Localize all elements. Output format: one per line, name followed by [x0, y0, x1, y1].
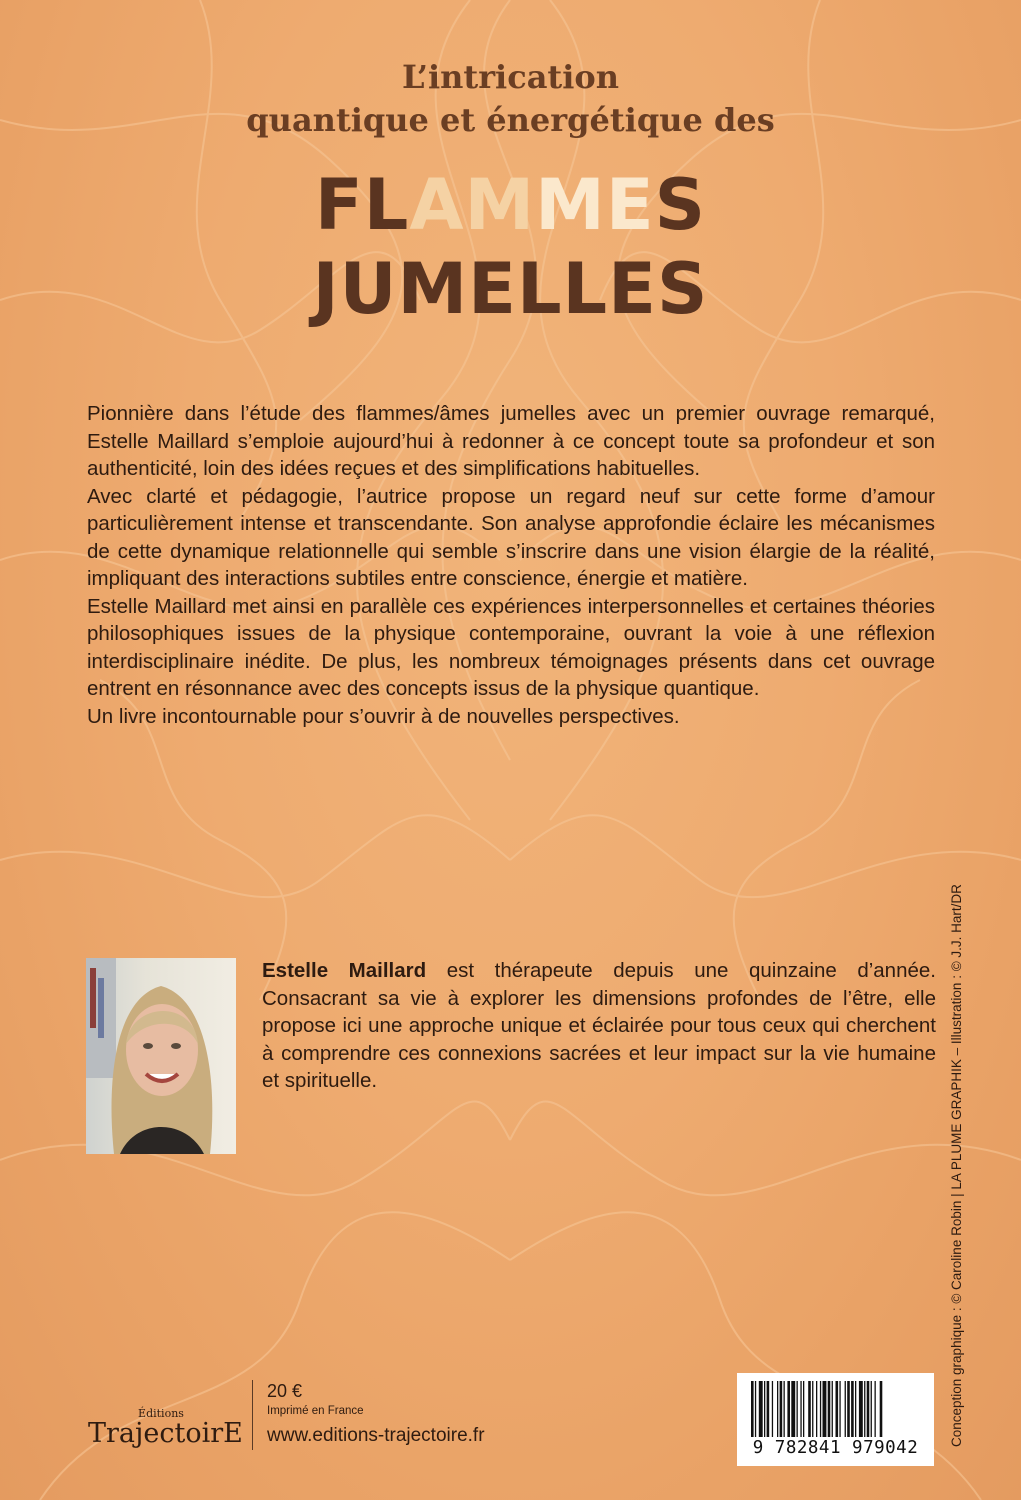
title-word-flammes-part4: S: [654, 164, 707, 246]
description-paragraph-1: Pionnière dans l’étude des flammes/âmes jumelles avec un premier ouvrage remarqué, Estelle Maillard s’emploie aujourd’hui à redonner à ce concept toute sa profondeur et son authenticité, loin des idées reçues et des simplifications habituelles.: [87, 402, 935, 480]
barcode-bar: [803, 1381, 804, 1437]
isbn-number: 9 782841 979042: [752, 1438, 919, 1458]
barcode-bar: [759, 1381, 763, 1437]
price: 20 €: [267, 1381, 303, 1401]
publisher-logo-small: Éditions: [138, 1407, 184, 1420]
author-name: Estelle Maillard: [262, 959, 427, 982]
barcode-bar: [808, 1381, 811, 1437]
description-paragraph-4: Un livre incontournable pour s’ouvrir à de nouvelles perspectives.: [87, 704, 680, 728]
title-word-jumelles: JUMELLES: [312, 248, 709, 330]
description-paragraph-3: Estelle Maillard met ainsi en parallèle ces expériences interpersonnelles et certaines théories philosophiques issues de la physique contemporaine, ouvrant la voie à une réflexion interdisciplinaire inédite. De plus, les nombreux témoignages présents dans cet ouvrage entrent en résonnance avec des concepts issus de la physique quantique.: [87, 594, 935, 700]
barcode-bar: [787, 1381, 790, 1437]
title-line-1: L’intrication: [402, 58, 619, 96]
barcode-bar: [772, 1381, 773, 1437]
barcode-bar: [859, 1381, 863, 1437]
author-portrait-illustration: [86, 958, 236, 1154]
design-credits: Conception graphique : © Caroline Robin | LA PLUME GRAPHIK – Illustration : © J.J. Hart/DR: [949, 884, 964, 1447]
book-description: [87, 400, 935, 730]
barcode-bar: [812, 1381, 813, 1437]
title-word-flammes: [0, 163, 1021, 247]
barcode-bar: [800, 1381, 801, 1437]
title-word-flammes-part3: ME: [535, 164, 655, 246]
barcode-bar: [851, 1381, 854, 1437]
barcode-bar: [845, 1381, 846, 1437]
author-bio: [262, 957, 936, 1095]
barcode-bar: [777, 1381, 778, 1437]
printed-in: Imprimé en France: [267, 1405, 364, 1417]
barcode-bar: [751, 1381, 754, 1437]
barcode-bar: [816, 1381, 817, 1437]
barcode-bar: [836, 1381, 839, 1437]
barcode-bar: [839, 1381, 840, 1437]
title-word-flammes-part1: FL: [314, 164, 410, 246]
footer-divider: [252, 1380, 253, 1450]
title-word-flammes-part2: AM: [409, 164, 536, 246]
barcode-bar: [767, 1381, 770, 1437]
barcode-bar: [797, 1381, 798, 1437]
barcode-bar: [864, 1381, 865, 1437]
barcode-bar: [880, 1381, 883, 1437]
author-photo: [86, 958, 236, 1154]
barcode-bar: [828, 1381, 831, 1437]
barcode-bar: [867, 1381, 870, 1437]
barcode-bar: [832, 1381, 833, 1437]
barcode: [737, 1373, 934, 1466]
title-line-2: quantique et énergétique des: [246, 101, 775, 139]
barcode-bars: [737, 1373, 934, 1443]
barcode-bar: [755, 1381, 756, 1437]
barcode-bar: [875, 1381, 876, 1437]
barcode-bar: [820, 1381, 821, 1437]
barcode-bar: [780, 1381, 783, 1437]
barcode-bar: [847, 1381, 850, 1437]
publisher-website: www.editions-trajectoire.fr: [267, 1425, 485, 1446]
publisher-logo: TrajectoirE: [88, 1418, 243, 1449]
barcode-bar: [855, 1381, 856, 1437]
description-paragraph-2: Avec clarté et pédagogie, l’autrice propose un regard neuf sur cette forme d’amour particulièrement intense et transcendante. Son analyse approfondie éclaire les mécanismes de cette dynamique relationnelle qui semble s’inscrire dans une vision élargie de la réalité, impliquant des interactions subtiles entre conscience, énergie et matière.: [87, 484, 935, 590]
barcode-bar: [871, 1381, 872, 1437]
barcode-bar: [823, 1381, 827, 1437]
barcode-bar: [791, 1381, 795, 1437]
barcode-bar: [764, 1381, 765, 1437]
author-bio-text: est thérapeute depuis une quinzaine d’année. Consacrant sa vie à explorer les dimensions profondes de l’être, elle propose ici une approche unique et éclairée pour tous ceux qui cherchent à comprendre ces connexions sacrées et leur impact sur la vie humaine et spirituelle.: [262, 959, 936, 1092]
barcode-bar: [784, 1381, 785, 1437]
